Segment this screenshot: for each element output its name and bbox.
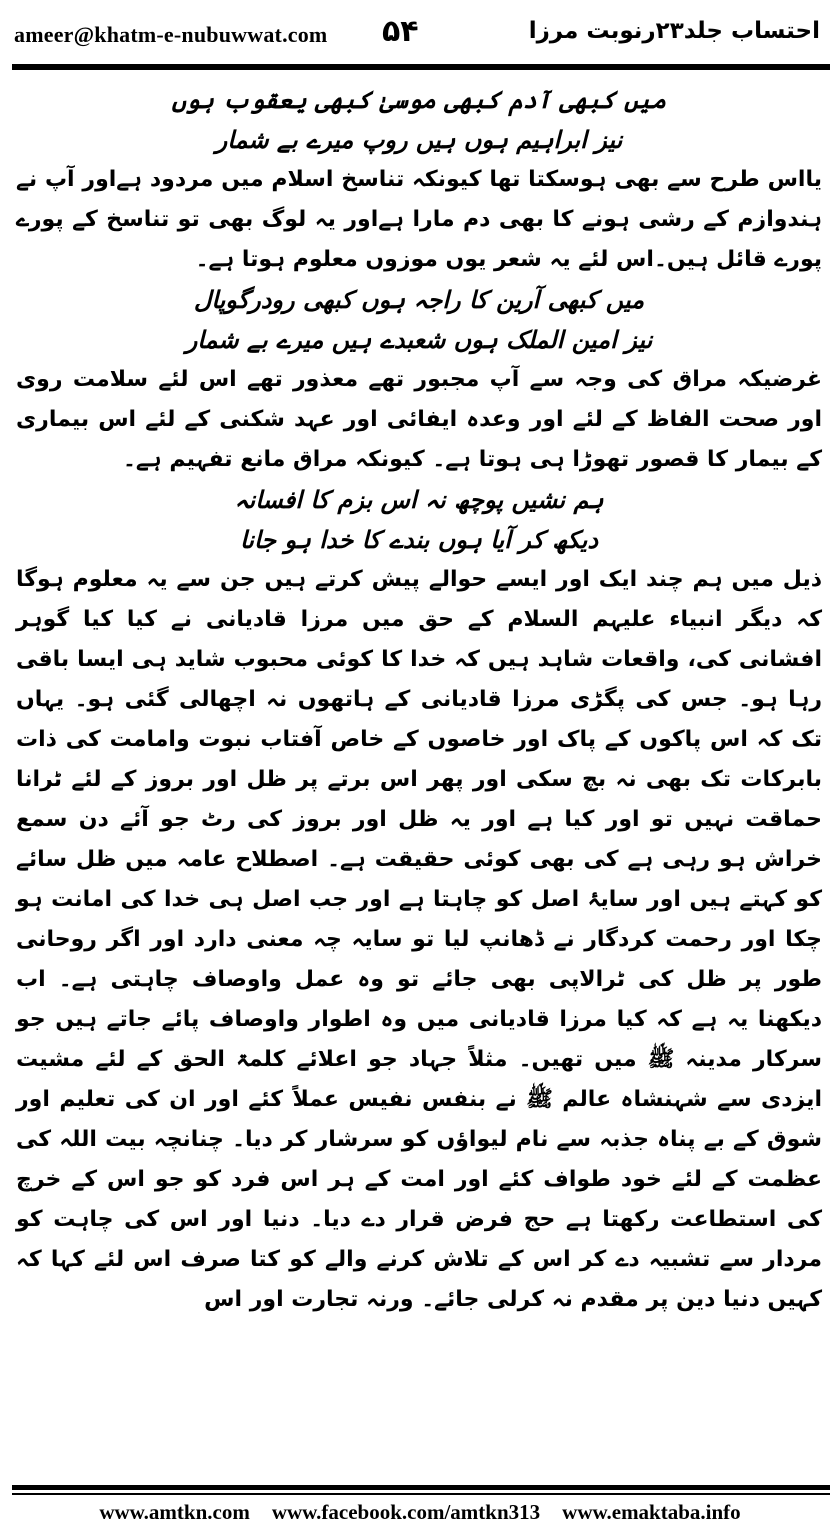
paragraph: ذیل میں ہم چند ایک اور ایسے حوالے پیش کرتے ہیں جن سے یہ معلوم ہوگا کہ دیگر انبیاء علیہم السلام کے حق میں مرزا قادیانی نے کیا کیا گوہر افشانی کی، واقعات شاہد ہیں کہ خدا کا کوئی محبوب شاید ہی ایسا باقی رہا ہو۔ جس کی پگڑی مرزا قادیانی کے ہاتھوں نہ اچھالی گئی ہو۔ یہاں تک کہ اس پاکوں کے پاک اور خاصوں کے خاص آفتاب نبوت وامامت کی ذات بابرکات تک بھی نہ بچ سکی اور پھر اس برتے پر ظل اور بروز کے لئے ٹرانا حماقت نہیں تو اور کیا ہے اور یہ ظل اور بروز کی رٹ جو آئے دن سمع خراش ہو رہی ہے کی بھی کوئی حقیقت ہے۔ اصطلاح عامہ میں ظل سائے کو کہتے ہیں اور سایۂ اصل کو چاہتا ہے اور جب اصل ہی خدا کی امانت ہو چکا اور رحمت کردگار نے ڈھانپ لیا تو سایہ چہ معنی دارد اور اگر روحانی طور پر ظل کی ٹرالاپی بھی جائے تو وہ عمل واوصاف چاہتی ہے۔ اب دیکھنا یہ ہے کہ کیا مرزا قادیانی میں وہ اطوار واوصاف پائے جاتے ہیں جو سرکار مدینہ ﷺ میں تھیں۔ مثلاً جہاد جو اعلائے کلمۃ الحق کے لئے مشیت ایزدی سے شہنشاہ عالم ﷺ نے بنفس نفیس عملاً کئے اور ان کی تعلیم اور شوق کے بے پناہ جذبہ سے نام لیواؤں کو سرشار کر دیا۔ چنانچہ بیت اللہ کی عظمت کے لئے خود طواف کئے اور امت کے ہر اس فرد کو جو اس کے خرچ کی استطاعت رکھتا ہے حج فرض قرار دے دیا۔ دنیا اور اس کی چاہت کو مردار سے تشبیہ دے کر اس کے تلاش کرنے والے کو کتا صرف اس لئے کہا کہ کہیں دنیا دین پر مقدم نہ کرلی جائے۔ ورنہ تجارت اور اس xyxy=(16,567,822,1312)
page-footer xyxy=(0,1500,840,1536)
verse-line: میں کبھی آرین کا راجہ ہوں کبھی رودرگوپال xyxy=(193,286,645,314)
book-title: احتساب جلد۲۳رنوبت مرزا xyxy=(528,18,820,44)
paragraph: یااس طرح سے بھی ہوسکتا تھا کیونکہ تناسخ اسلام میں مردود ہےاور آپ نے ہندوازم کے رشی ہونے کا بھی دم مارا ہےاور یہ لوگ بھی تو تناسخ کے پورے پورے قائل ہیں۔اس لئے یہ شعر یوں موزوں معلوم ہوتا ہے۔ xyxy=(16,167,822,272)
footer-link-amtkn[interactable]: www.amtkn.com xyxy=(99,1500,250,1524)
page-body xyxy=(16,80,822,1480)
footer-link-facebook[interactable]: www.facebook.com/amtkn313 xyxy=(271,1500,541,1524)
verse-line: دیکھ کر آیا ہوں بندے کا خدا ہو جانا xyxy=(239,526,599,554)
footer-divider-thin xyxy=(12,1493,830,1495)
page-header xyxy=(0,0,840,62)
verse-line: نیز امین الملک ہوں شعبدے ہیں میرے بے شمار xyxy=(185,326,653,354)
paragraph: غرضیکہ مراق کی وجہ سے آپ مجبور تھے معذور تھے اس لئے سلامت روی اور صحت الفاظ کے لئے اور وعدہ ایفائی اور عہد شکنی کے لئے اس بیماری کے بیمار کا قصور تھوڑا ہی ہوتا ہے۔ کیونکہ مراق مانع تفہیم ہے۔ xyxy=(16,367,822,472)
footer-link-emaktaba[interactable]: www.emaktaba.info xyxy=(562,1500,741,1524)
header-email: ameer@khatm-e-nubuwwat.com xyxy=(14,22,328,47)
header-divider xyxy=(12,64,830,70)
verse-line: میں کبھی آدم کبھی موسیٰ کبھی یعقوب ہوں xyxy=(171,86,667,114)
page-number: ۵۴ xyxy=(382,14,419,49)
footer-divider xyxy=(12,1485,830,1490)
verse-line: نیز ابراہیم ہوں ہیں روپ میرے بے شمار xyxy=(215,126,623,154)
verse-line: ہم نشیں پوچھ نہ اس بزم کا افسانہ xyxy=(234,486,604,514)
